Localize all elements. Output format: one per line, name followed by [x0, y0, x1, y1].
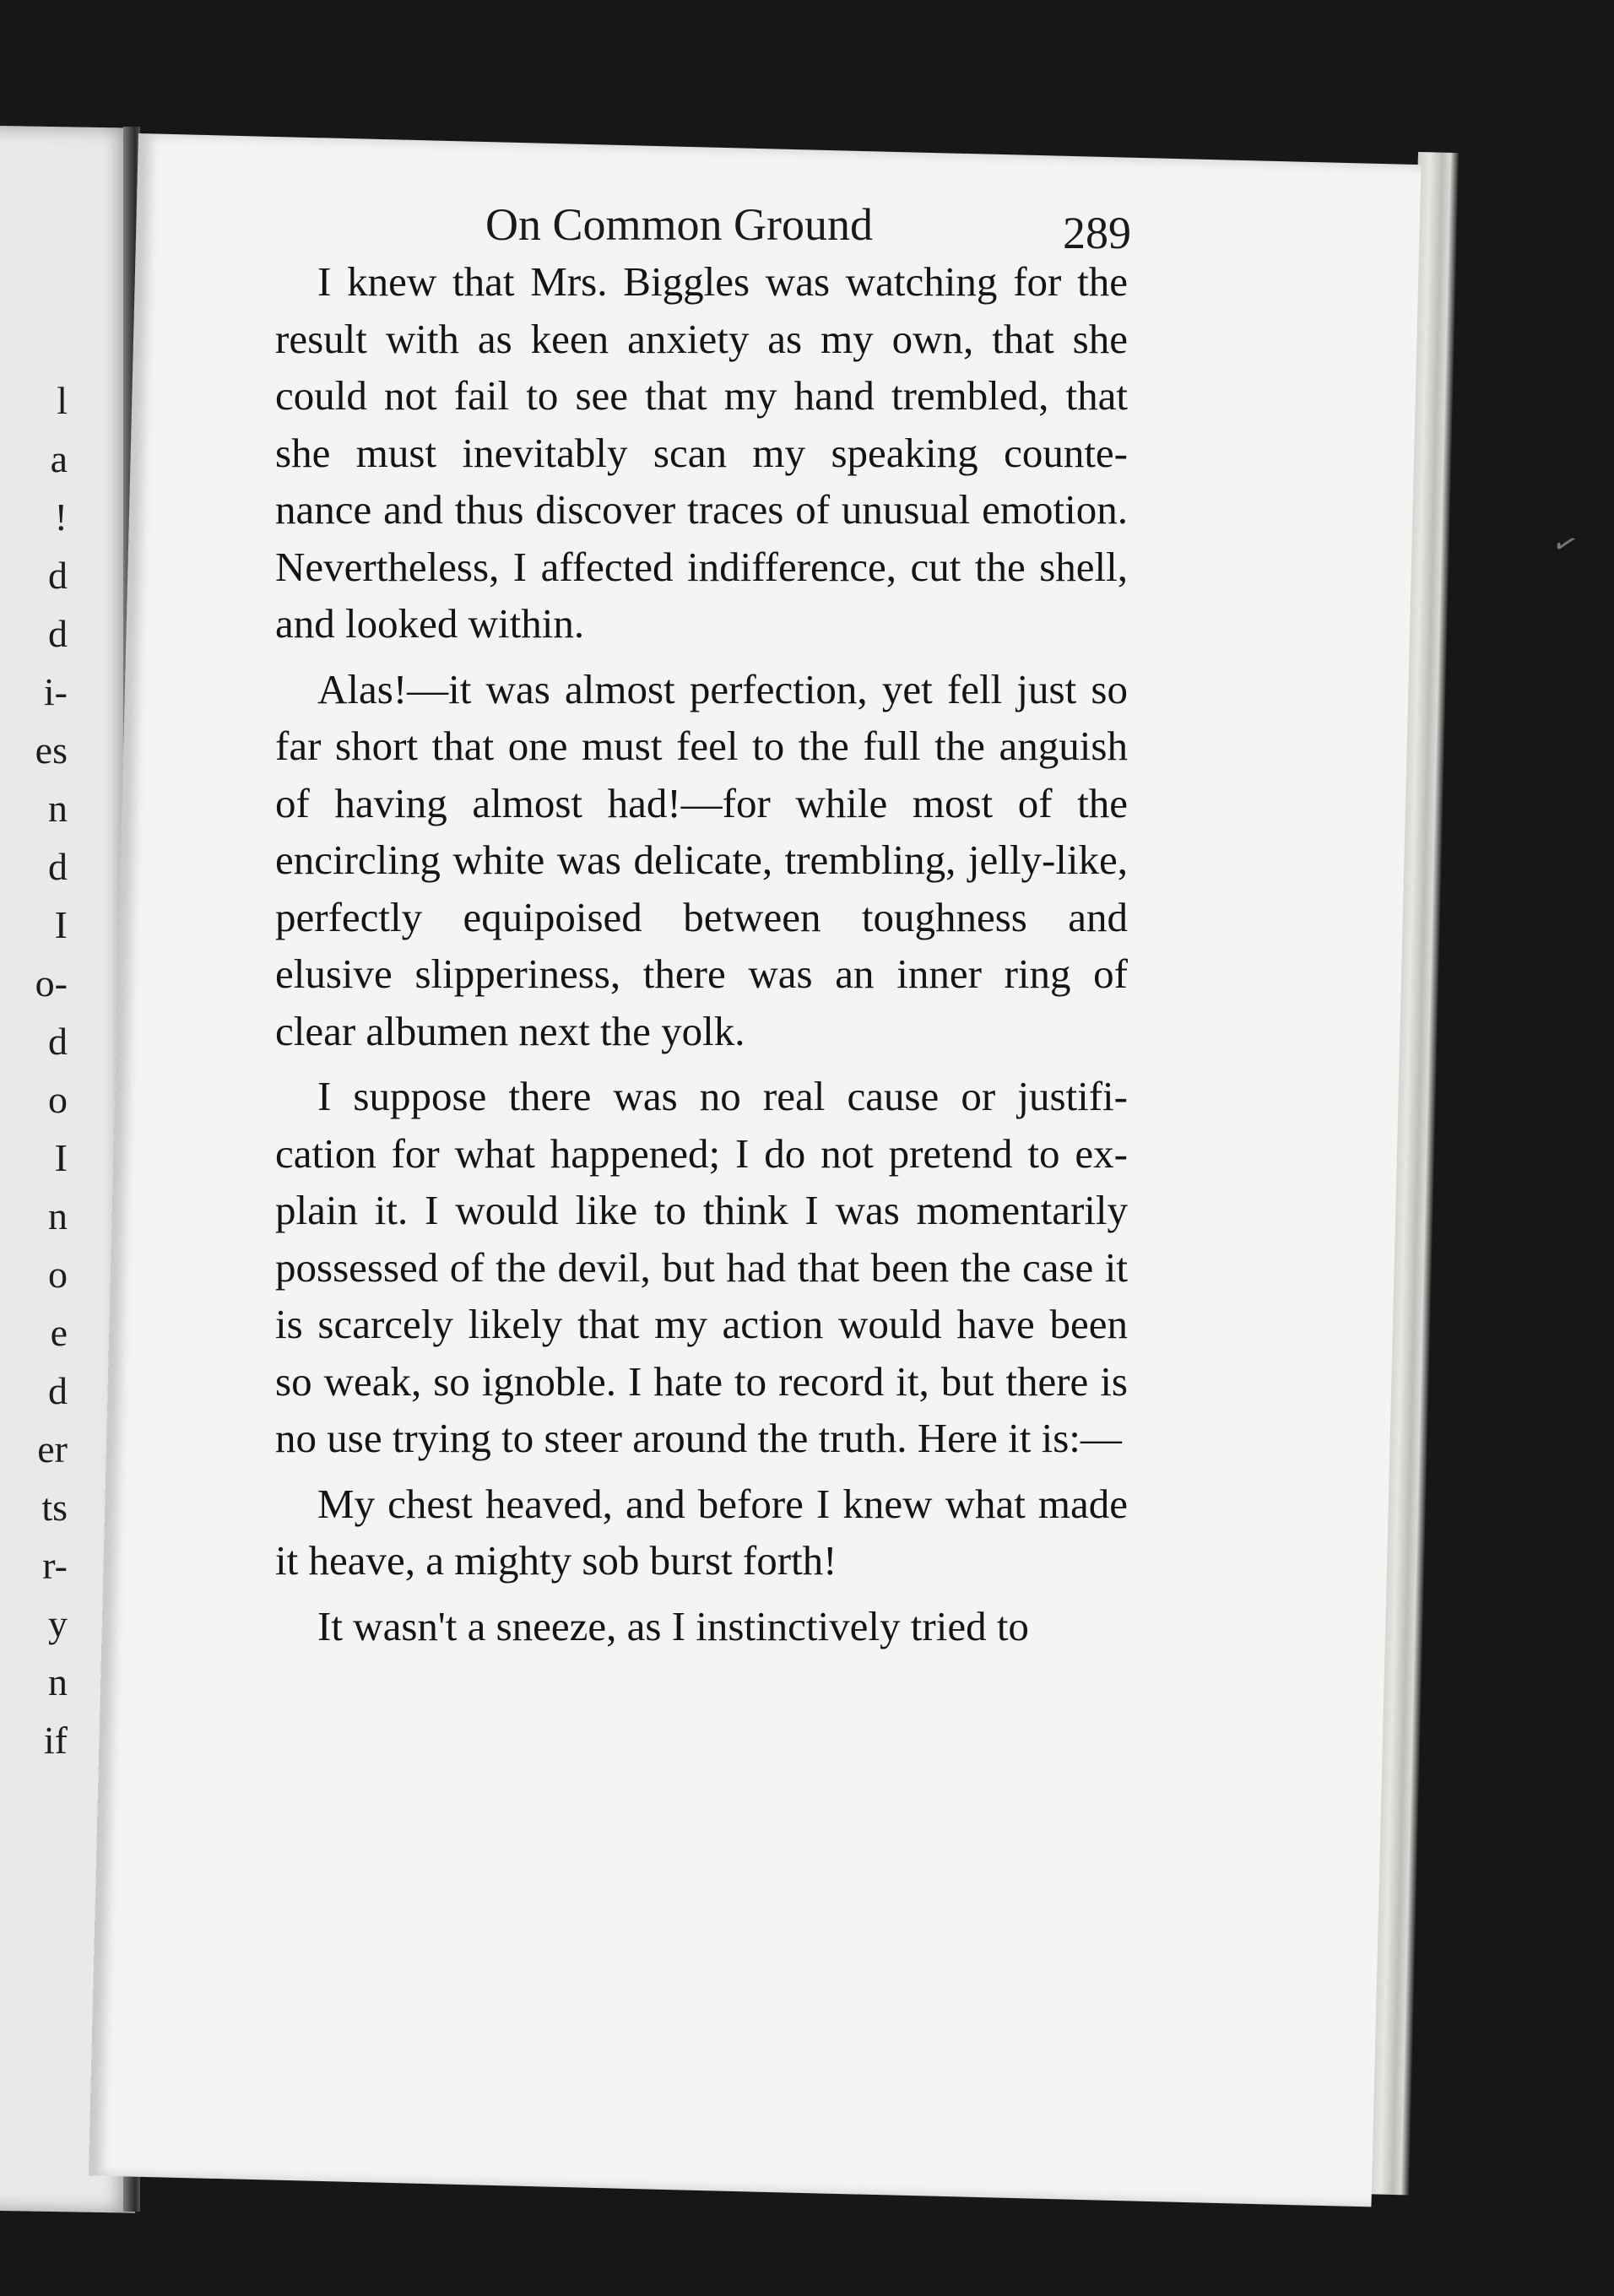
- running-title: On Common Ground: [485, 199, 873, 250]
- left-page-fragment: e: [50, 1311, 68, 1354]
- paragraph: My chest heaved, and before I knew what made it heave, a mighty sob burst forth!: [275, 1480, 1128, 1584]
- page-number: 289: [1063, 208, 1131, 258]
- left-page-fragment: r-: [42, 1544, 68, 1587]
- body-text: [275, 253, 1128, 1654]
- left-page-fragment: l: [57, 379, 68, 422]
- pencil-mark-icon: ✓: [1548, 524, 1583, 565]
- left-page-fragment: if: [43, 1719, 68, 1762]
- left-page-fragment: o-: [35, 961, 68, 1004]
- left-page-fragment: d: [48, 845, 68, 888]
- paragraph: Alas!—it was almost perfection, yet fell just so far short that one must feel to the full the anguish of having almost had!—for while most of the encircling white was delicate, trembling, jelly-like, perfectly equipoised between toughness and elusive slipperiness, there was an inner ring of clear albumen next the yolk.: [275, 665, 1128, 1054]
- left-page-fragment: i-: [43, 670, 68, 713]
- left-page-fragment: y: [48, 1602, 68, 1645]
- left-page-fragment: a: [50, 437, 68, 480]
- left-page-fragment: n: [48, 787, 68, 830]
- left-page-text-fragments: [0, 371, 68, 1769]
- left-page-fragment: d: [48, 554, 68, 597]
- left-page-fragment: !: [54, 495, 68, 539]
- paragraph: I knew that Mrs. Biggles was watching for the result with as keen anxiety as my own, that she could not fail to see that my hand trembled, that she must inevitably scan my speaking counte-nance and thus discover traces of unusual emotion. Nevertheless, I affected indifference, cut the shell, and looked within.: [275, 258, 1128, 647]
- left-page-fragment: er: [37, 1427, 68, 1470]
- left-page-fragment: I: [54, 903, 68, 946]
- paragraph: I suppose there was no real cause or justifi-cation for what happened; I do not pretend to ex-plain it. I would like to think I was momentarily possessed of the devil, but had that been the case it is scarcely likely that my action would have been so weak, so ignoble. I hate to record it, but there is no use trying to steer around the truth. Here it is:—: [275, 1073, 1128, 1461]
- left-page-fragment: d: [48, 1369, 68, 1412]
- left-page-fragment: o: [48, 1253, 68, 1296]
- left-page-fragment: d: [48, 612, 68, 655]
- left-page-fragment: n: [48, 1660, 68, 1703]
- left-page-fragment: es: [35, 728, 68, 772]
- left-page-fragment: n: [48, 1194, 68, 1237]
- left-page-fragment: ts: [41, 1486, 68, 1529]
- left-page-fragment: I: [54, 1136, 68, 1179]
- left-page-fragment: o: [48, 1078, 68, 1121]
- left-page-fragment: d: [48, 1020, 68, 1063]
- paragraph: It wasn't a sneeze, as I instinctively tried to: [317, 1602, 1029, 1649]
